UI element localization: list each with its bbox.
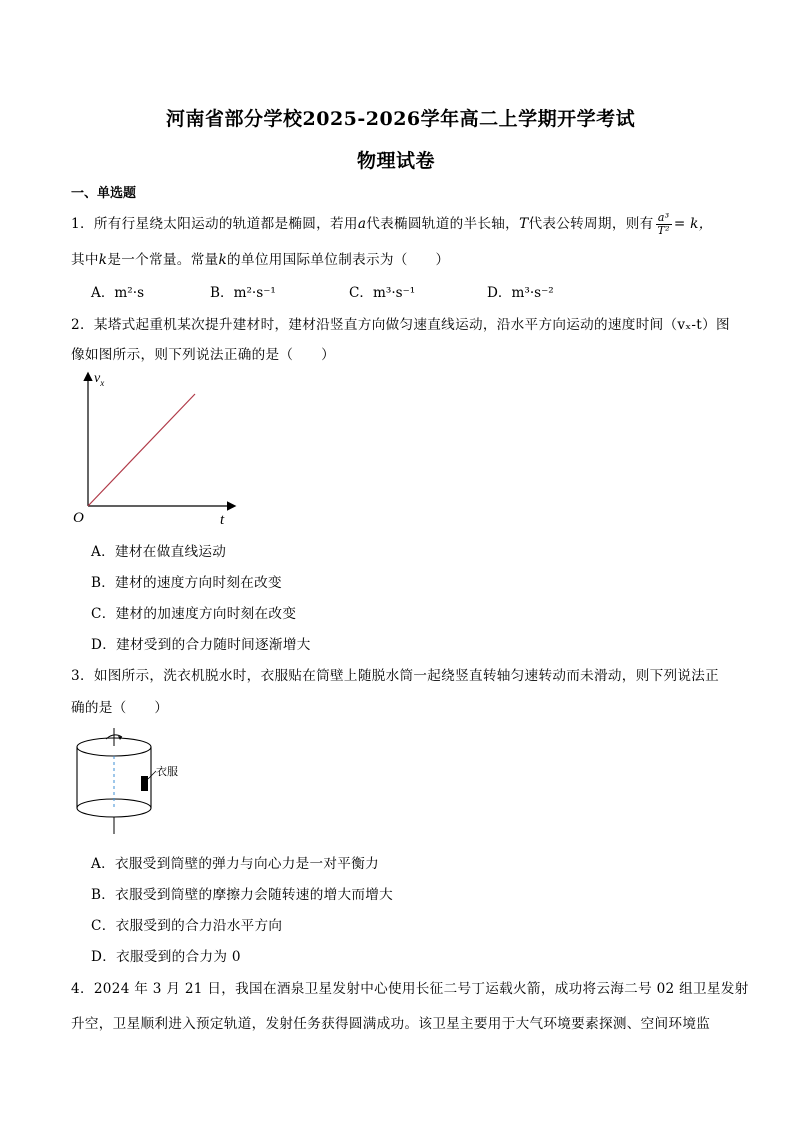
q2-option-b: B．建材的速度方向时刻在改变 xyxy=(91,575,282,591)
q3-label-leader xyxy=(148,771,156,779)
q1-var-k2: k xyxy=(218,252,228,268)
q3-line2: 确的是（ ） xyxy=(71,700,169,716)
q2-option-d: D．建材受到的合力随时间逐渐增大 xyxy=(91,637,311,653)
q1-option-b: B．m²·s⁻¹ xyxy=(210,285,276,301)
q3-clothes-block xyxy=(141,776,148,791)
q1-var-T: T xyxy=(519,216,529,232)
q1-line1 xyxy=(71,212,713,237)
q3-clothes-label: 衣服 xyxy=(156,765,178,778)
q1-frac-num: a³ xyxy=(656,212,672,225)
q2-origin-label: O xyxy=(73,510,84,526)
q1-text-mid2: 代表公转周期，则有 xyxy=(528,216,654,232)
q1-option-a: A．m²·s xyxy=(91,285,145,301)
q1-text-pre: 1．所有行星绕太阳运动的轨道都是椭圆，若用 xyxy=(71,216,358,232)
q2-line2: 像如图所示，则下列说法正确的是（ ） xyxy=(71,347,335,363)
q1-option-d: D．m³·s⁻² xyxy=(487,285,554,301)
q1-var-a: a xyxy=(357,216,367,232)
q2-y-label: $v_x$ xyxy=(94,371,105,388)
q1-text-mid: 代表椭圆轨道的半长轴， xyxy=(366,216,520,232)
section-heading: 一、单选题 xyxy=(71,186,137,201)
q1-fraction xyxy=(656,212,672,237)
q1-line2-pre: 其中 xyxy=(71,252,99,268)
page-title: 河南省部分学校2025-2026学年高二上学期开学考试 xyxy=(166,108,636,130)
q1-frac-den: T² xyxy=(657,224,670,237)
q2-option-c: C．建材的加速度方向时刻在改变 xyxy=(91,606,297,622)
q1-var-k: k xyxy=(98,252,108,268)
q2-velocity-line xyxy=(88,394,195,506)
q2-vt-graph xyxy=(70,362,250,532)
q3-option-c: C．衣服受到的合力沿水平方向 xyxy=(91,918,283,934)
q2-option-a: A．建材在做直线运动 xyxy=(91,544,227,560)
q3-option-a: A．衣服受到筒壁的弹力与向心力是一对平衡力 xyxy=(91,856,379,872)
q1-line2-mid: 是一个常量。常量 xyxy=(107,252,219,268)
page-subtitle: 物理试卷 xyxy=(357,150,436,172)
q1-option-c: C．m³·s⁻¹ xyxy=(349,285,416,301)
q2-line1: 2．某塔式起重机某次提升建材时，建材沿竖直方向做匀速直线运动，沿水平方向运动的速度时间（vₓ-t）图 xyxy=(71,317,730,333)
q4-line2: 升空，卫星顺利进入预定轨道，发射任务获得圆满成功。该卫星主要用于大气环境要素探测、空间环境监 xyxy=(71,1016,711,1032)
q3-option-d: D．衣服受到的合力为 0 xyxy=(91,949,241,965)
q1-line2-post: 的单位用国际单位制表示为（ ） xyxy=(227,252,450,268)
q2-x-label: t xyxy=(220,512,225,528)
q1-line2 xyxy=(71,248,449,268)
q1-text-post: = k， xyxy=(673,216,713,232)
q4-line1: 4．2024 年 3 月 21 日，我国在酒泉卫星发射中心使用长征二号丁运载火箭，成功将云海二号 02 组卫星发射 xyxy=(71,981,749,997)
q3-washer-drum-figure xyxy=(70,724,220,842)
q3-line1: 3．如图所示，洗衣机脱水时，衣服贴在筒壁上随脱水筒一起绕竖直转轴匀速转动而未滑动，则下列说法正 xyxy=(71,668,720,684)
q3-option-b: B．衣服受到筒壁的摩擦力会随转速的增大而增大 xyxy=(91,887,394,903)
